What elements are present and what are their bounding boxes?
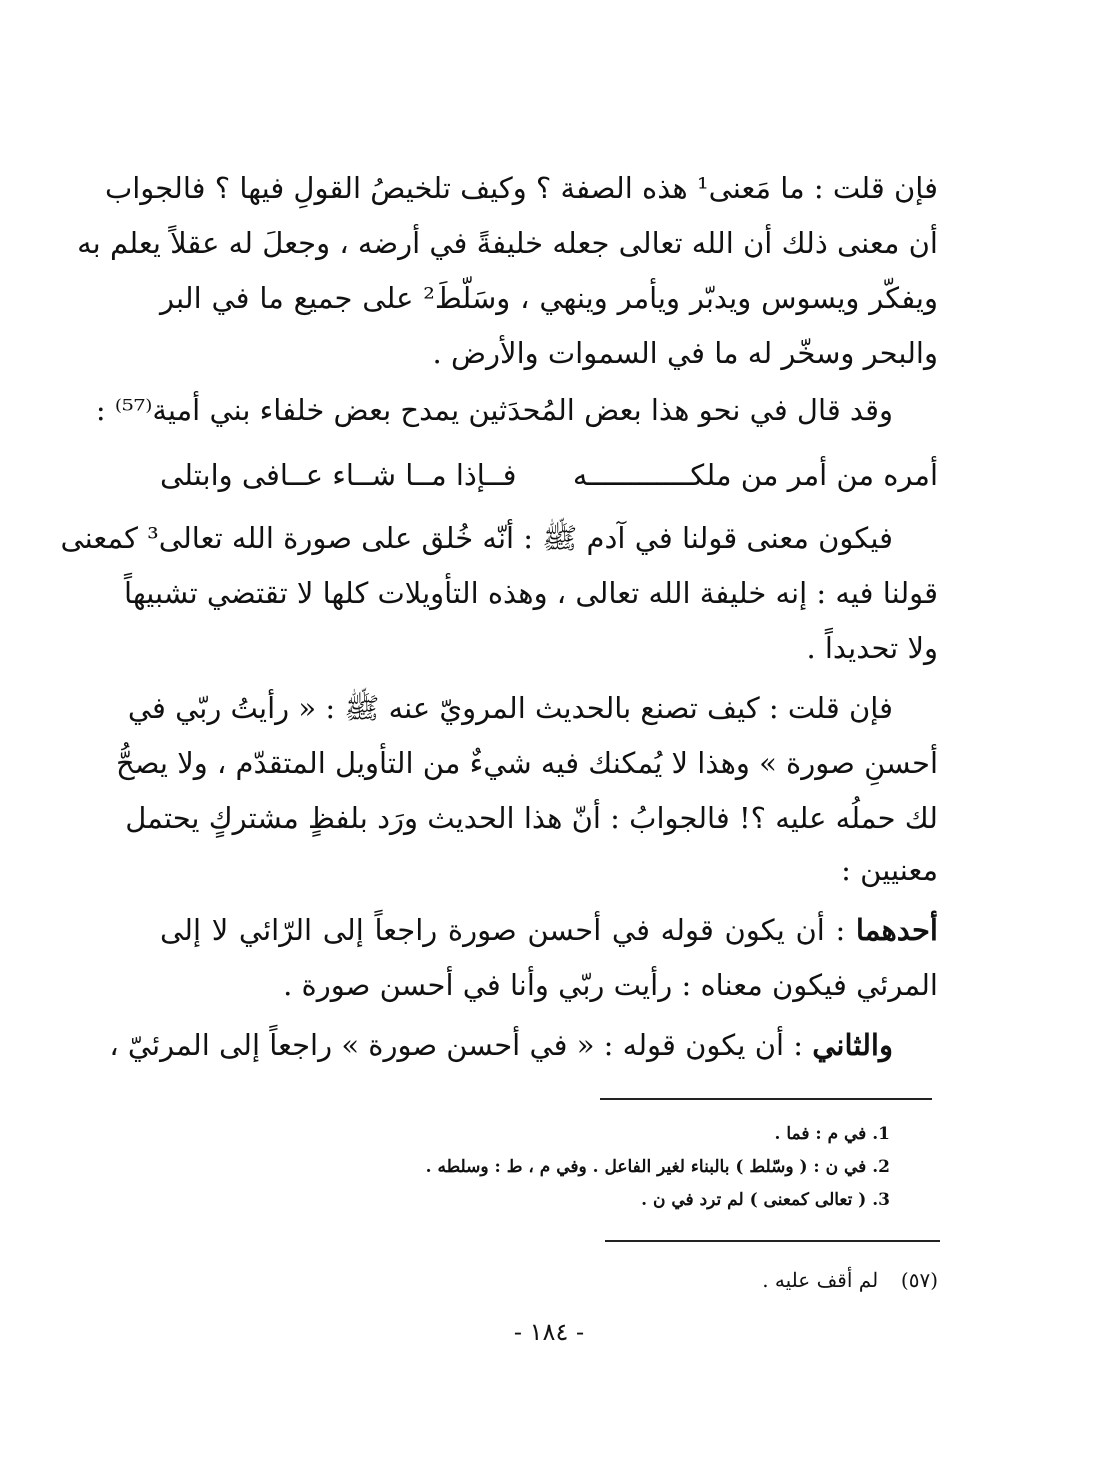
footnote-separator — [600, 1098, 932, 1100]
poem-hemistich-1: أمره من أمر من ملكــــــــــــه — [572, 458, 938, 492]
para5-line-1 — [109, 1025, 893, 1065]
endnote-separator — [605, 1240, 940, 1242]
para2-line-3: ولا تحديداً . — [806, 631, 938, 665]
endnote-marker: (٥٧) — [900, 1268, 938, 1292]
para3-line-1: فإن قلت : كيف تصنع بالحديث المرويّ عنه ﷺ : « رأيتُ ربّي في — [127, 691, 893, 725]
para2-line-1: فيكون معنى قولنا في آدم ﷺ : أنّه خُلق على صورة الله تعالى³ كمعنى — [60, 521, 893, 555]
para3-line-4: معنيين : — [841, 853, 938, 887]
para5-lead: والثاني — [812, 1028, 893, 1062]
para3-line-2: أحسنِ صورة » وهذا لا يُمكنك فيه شيءٌ من التأويل المتقدّم ، ولا يصحُّ — [116, 746, 938, 780]
body-line-5: وقد قال في نحو هذا بعض المُحدَثين يمدح بعض خلفاء بني أمية⁽⁵⁷⁾ : — [95, 393, 893, 427]
endnote-text: لم أقف عليه . — [762, 1268, 879, 1292]
body-line-4: والبحر وسخّر له ما في السموات والأرض . — [432, 336, 938, 370]
poem-hemistich-2: فــإذا مــا شــاء عــافى وابتلى — [160, 458, 517, 492]
body-line-1: فإن قلت : ما مَعنى¹ هذه الصفة ؟ وكيف تلخيصُ القولِ فيها ؟ فالجواب — [104, 171, 938, 205]
poem-verse — [160, 455, 938, 495]
para3-line-3: لك حملُه عليه ؟! فالجوابُ : أنّ هذا الحديث ورَد بلفظٍ مشتركٍ يحتمل — [125, 801, 938, 835]
para2-line-2: قولنا فيه : إنه خليفة الله تعالى ، وهذه التأويلات كلها لا تقتضي تشبيهاً — [124, 576, 938, 610]
footnote-2: 2. في ن : ( وسّلط ) بالبناء لغير الفاعل . وفي م ، ط : وسلطه . — [425, 1157, 890, 1177]
para5-text: : أن يكون قوله : « في أحسن صورة » راجعاً إلى المرئيّ ، — [109, 1028, 813, 1062]
para4-line-1-text: : أن يكون قوله في أحسن صورة راجعاً إلى الرّائي لا إلى — [160, 913, 856, 947]
para4-line-2: المرئي فيكون معناه : رأيت ربّي وأنا في أحسن صورة . — [283, 968, 938, 1002]
endnote — [762, 1266, 938, 1294]
body-line-2: أن معنى ذلك أن الله تعالى جعله خليفةً في أرضه ، وجعلَ له عقلاً يعلم به — [77, 226, 938, 260]
footnote-3: 3. ( تعالى كمعنى ) لم ترد في ن . — [641, 1190, 890, 1210]
body-line-3: ويفكّر ويسوس ويدبّر ويأمر وينهي ، وسَلّطَ² على جميع ما في البر — [160, 281, 939, 315]
para4-line-1 — [160, 910, 938, 950]
footnote-1: 1. في م : فما . — [774, 1124, 890, 1144]
para4-lead: أحدهما — [855, 913, 938, 947]
page-number: - ١٨٤ - — [513, 1318, 585, 1346]
